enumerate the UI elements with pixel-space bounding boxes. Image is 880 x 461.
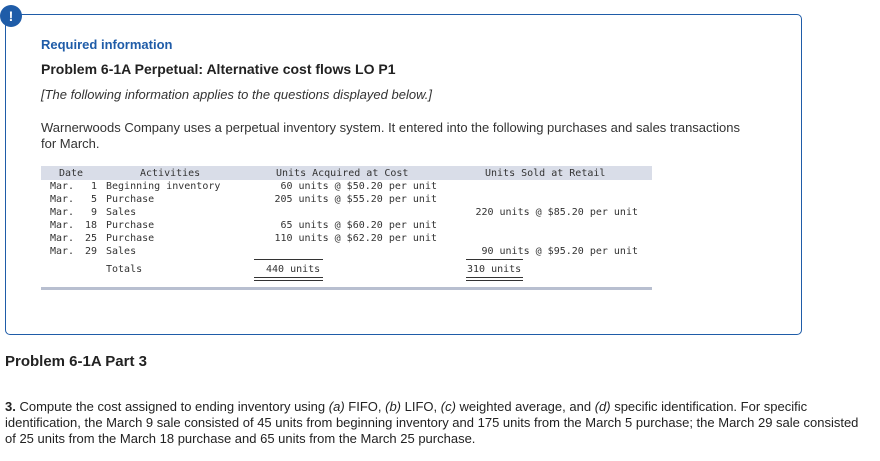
row-activity: Purchase: [106, 233, 155, 244]
problem-title: Problem 6-1A Perpetual: Alternative cost flows LO P1: [41, 61, 396, 77]
row-activity: Purchase: [106, 220, 155, 231]
row-activity: Sales: [106, 246, 137, 257]
row-activity: Purchase: [106, 194, 155, 205]
question-number: 3.: [5, 399, 16, 414]
totals-sold-double-rule-2: [466, 280, 523, 281]
row-day: 25: [84, 233, 97, 244]
row-day: 29: [84, 246, 97, 257]
totals-acquired: 440 units: [266, 264, 321, 275]
row-day: 5: [90, 194, 97, 205]
table-footer-rule: [41, 287, 652, 290]
row-month: Mar.: [50, 194, 75, 205]
row-sold: 90 units @ $95.20 per unit: [481, 246, 638, 257]
row-acquired: 110 units @ $62.20 per unit: [274, 233, 437, 244]
row-acquired: 65 units @ $60.20 per unit: [280, 220, 437, 231]
row-day: 18: [84, 220, 97, 231]
header-activities: Activities: [140, 168, 201, 179]
part-title: Problem 6-1A Part 3: [5, 353, 147, 370]
exclamation-icon: !: [0, 5, 22, 27]
intro-paragraph: Warnerwoods Company uses a perpetual inventory system. It entered into the following purchases and sales transactions for March.: [41, 120, 740, 151]
row-activity: Beginning inventory: [106, 181, 221, 192]
totals-sold: 310 units: [467, 264, 522, 275]
totals-label: Totals: [106, 264, 143, 275]
row-month: Mar.: [50, 220, 75, 231]
totals-acquired-double-rule-1: [254, 277, 323, 278]
totals-sold-double-rule-1: [466, 277, 523, 278]
row-month: Mar.: [50, 233, 75, 244]
transactions-table: [41, 166, 652, 292]
row-sold: 220 units @ $85.20 per unit: [475, 207, 638, 218]
row-month: Mar.: [50, 181, 75, 192]
row-acquired: 60 units @ $50.20 per unit: [280, 181, 437, 192]
totals-sold-top-rule: [466, 259, 523, 260]
question-text: 3. Compute the cost assigned to ending inventory using (a) FIFO, (b) LIFO, (c) weighted average, and (d) specific identification. For specific identification, the March 9 sale consisted of 45 units from beginning inventory and 175 units from the March 5 purchase; the March 29 sale consisted of 25 units from the March 18 purchase and 65 units from the March 25 purchase.: [5, 399, 859, 446]
row-acquired: 205 units @ $55.20 per unit: [274, 194, 437, 205]
row-day: 9: [90, 207, 97, 218]
row-day: 1: [90, 181, 97, 192]
totals-acquired-double-rule-2: [254, 280, 323, 281]
instruction-note: [The following information applies to the questions displayed below.]: [41, 87, 432, 102]
required-information-label: Required information: [41, 37, 173, 52]
header-units-acquired: Units Acquired at Cost: [276, 168, 409, 179]
totals-acquired-top-rule: [254, 259, 323, 260]
header-units-sold: Units Sold at Retail: [485, 168, 606, 179]
row-activity: Sales: [106, 207, 137, 218]
header-date: Date: [59, 168, 84, 179]
row-month: Mar.: [50, 207, 75, 218]
row-month: Mar.: [50, 246, 75, 257]
